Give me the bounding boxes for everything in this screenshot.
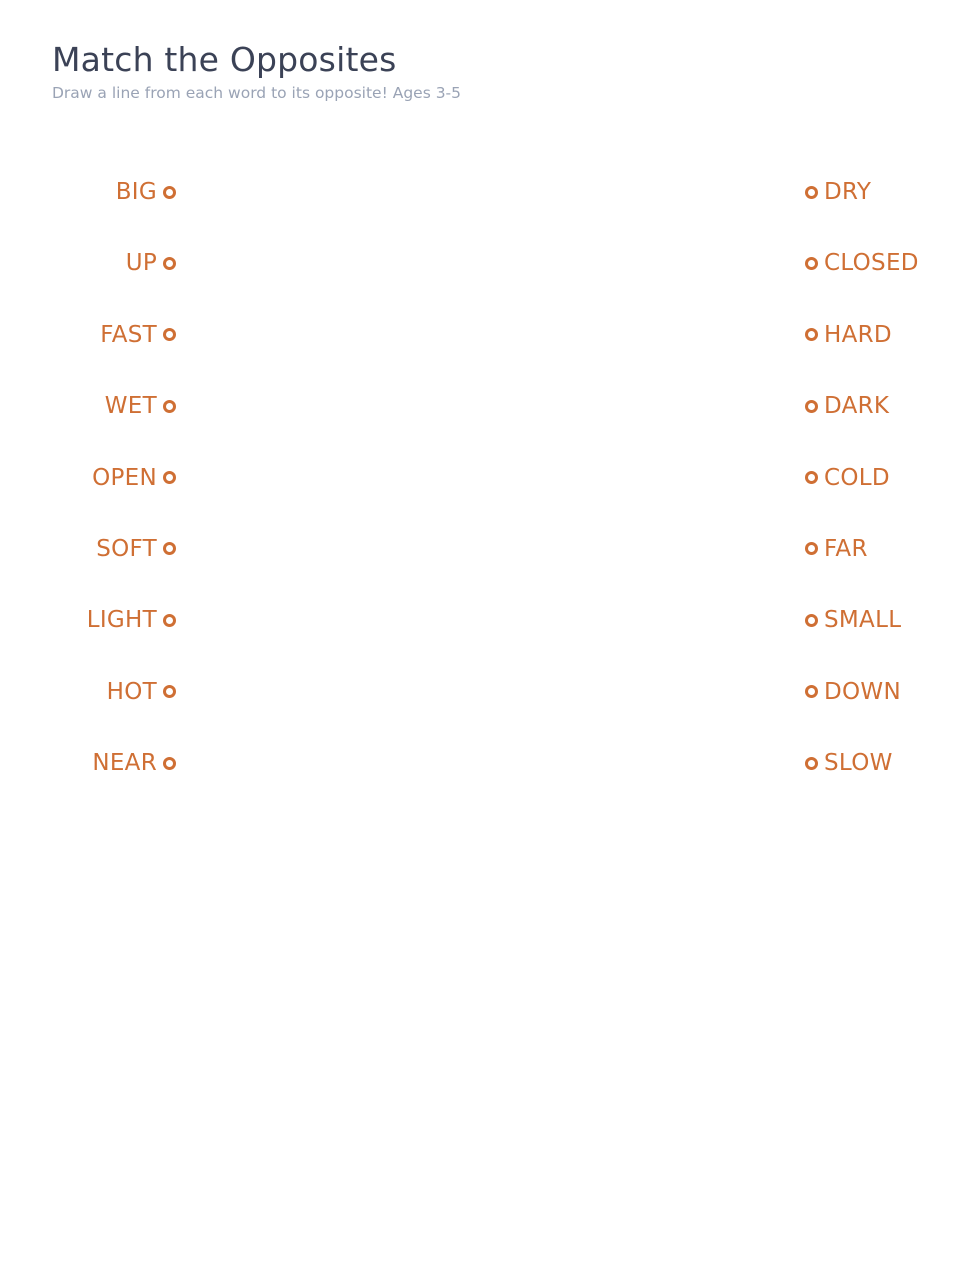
right-word-item[interactable] bbox=[805, 313, 892, 384]
connector-dot-icon[interactable] bbox=[805, 685, 818, 698]
right-word-item[interactable] bbox=[805, 170, 871, 241]
left-word-item[interactable] bbox=[105, 384, 176, 455]
right-word-item[interactable] bbox=[805, 741, 893, 812]
left-word-column bbox=[87, 170, 176, 813]
right-word-label: FAR bbox=[824, 535, 868, 562]
left-word-item[interactable] bbox=[107, 670, 176, 741]
connector-dot-icon[interactable] bbox=[163, 471, 176, 484]
right-word-label: CLOSED bbox=[824, 250, 919, 277]
left-word-label: OPEN bbox=[92, 464, 157, 491]
right-word-label: DOWN bbox=[824, 678, 901, 705]
page-title: Match the Opposites bbox=[52, 40, 397, 79]
left-word-label: HOT bbox=[106, 678, 157, 705]
left-word-label: LIGHT bbox=[86, 607, 157, 634]
connector-dot-icon[interactable] bbox=[805, 757, 818, 770]
connector-dot-icon[interactable] bbox=[805, 614, 818, 627]
connector-dot-icon[interactable] bbox=[163, 400, 176, 413]
left-word-label: UP bbox=[125, 250, 157, 277]
worksheet-header bbox=[52, 38, 461, 103]
connector-dot-icon[interactable] bbox=[805, 186, 818, 199]
connector-dot-icon[interactable] bbox=[805, 542, 818, 555]
left-word-label: WET bbox=[104, 393, 157, 420]
left-word-item[interactable] bbox=[87, 598, 176, 669]
left-word-item[interactable] bbox=[100, 313, 176, 384]
right-word-item[interactable] bbox=[805, 598, 901, 669]
right-word-label: DRY bbox=[824, 179, 872, 205]
left-word-label: FAST bbox=[100, 321, 157, 348]
right-word-label: SMALL bbox=[824, 607, 902, 634]
connector-dot-icon[interactable] bbox=[163, 186, 176, 199]
connector-dot-icon[interactable] bbox=[163, 685, 176, 698]
left-word-label: NEAR bbox=[92, 750, 157, 777]
right-word-label: SLOW bbox=[824, 750, 893, 777]
left-word-item[interactable] bbox=[92, 741, 176, 812]
connector-dot-icon[interactable] bbox=[163, 614, 176, 627]
instructions-text: Draw a line from each word to its opposite! Ages 3-5 bbox=[52, 84, 462, 102]
right-word-column bbox=[805, 170, 919, 813]
connector-dot-icon[interactable] bbox=[805, 257, 818, 270]
connector-dot-icon[interactable] bbox=[163, 542, 176, 555]
left-word-label: BIG bbox=[115, 179, 157, 205]
right-word-label: DARK bbox=[824, 393, 890, 420]
right-word-item[interactable] bbox=[805, 527, 868, 598]
right-word-item[interactable] bbox=[805, 241, 919, 312]
connector-dot-icon[interactable] bbox=[163, 757, 176, 770]
left-word-item[interactable] bbox=[96, 527, 176, 598]
connector-dot-icon[interactable] bbox=[805, 400, 818, 413]
right-word-label: HARD bbox=[824, 321, 892, 348]
connector-dot-icon[interactable] bbox=[163, 328, 176, 341]
left-word-item[interactable] bbox=[126, 241, 176, 312]
right-word-item[interactable] bbox=[805, 456, 890, 527]
left-word-label: SOFT bbox=[96, 535, 157, 562]
connector-dot-icon[interactable] bbox=[805, 328, 818, 341]
left-word-item[interactable] bbox=[116, 170, 176, 241]
left-word-item[interactable] bbox=[92, 456, 176, 527]
connector-dot-icon[interactable] bbox=[805, 471, 818, 484]
right-word-item[interactable] bbox=[805, 670, 901, 741]
right-word-label: COLD bbox=[824, 464, 890, 491]
connector-dot-icon[interactable] bbox=[163, 257, 176, 270]
right-word-item[interactable] bbox=[805, 384, 889, 455]
